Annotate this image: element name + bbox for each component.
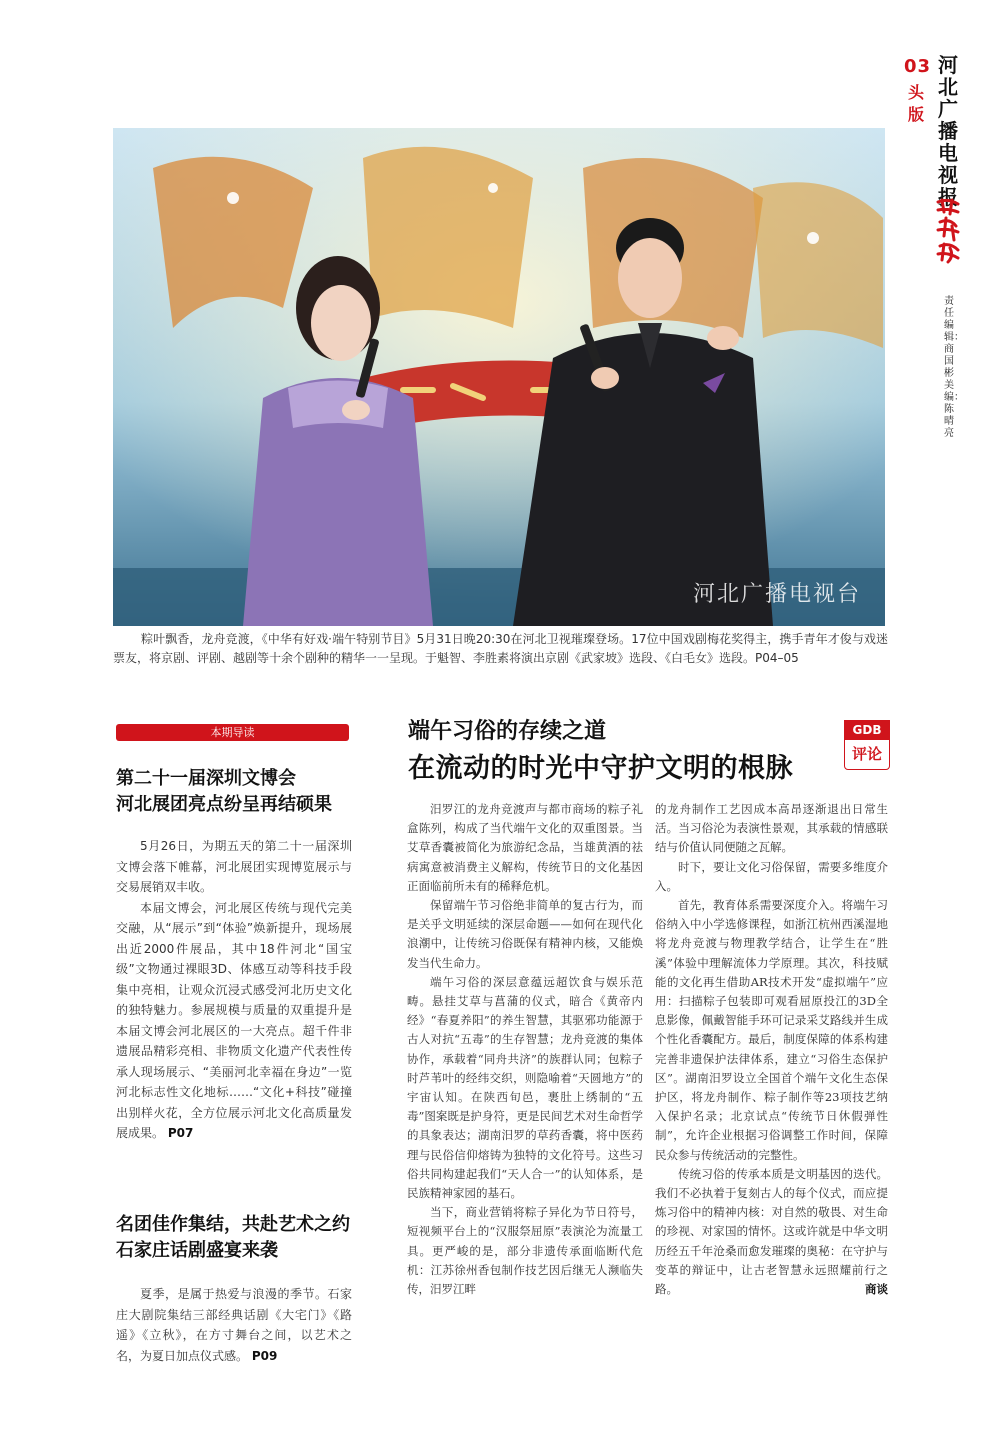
article-paragraph: 端午习俗的深层意蕴远超饮食与娱乐范畴。悬挂艾草与菖蒲的仪式，暗合《黄帝内经》“春夏养阳”的养生智慧，其驱邪功能源于古人对抗“五毒”的生存智慧；龙舟竞渡的集体协作，承载着“同舟共济”的族群认同；包粽子时芦苇叶的经纬交织，则隐喻着“天圆地方”的宇宙认知。在陕西旬邑，裹肚上绣制的“五毒”图案既是护身符，更是民间艺术对生命哲学的具象表达；湖南汨罗的草药香囊，将中医药理与民俗信仰熔铸为独特的文化符号。这些习俗共同构建起我们“天人合一”的认知体系，是民族精神家园的基石。 [407, 974, 643, 1201]
photo-caption: 粽叶飘香，龙舟竞渡，《中华有好戏·端午特别节目》5月31日晚20:30在河北卫视璀璨登场。17位中国戏剧梅花奖得主，携手青年才俊与戏迷票友，将京剧、评剧、越剧等十余个剧种的精华一一呈现。于魁智、李胜素将演出京剧《武家坡》选段、《白毛女》选段。P04–05 [113, 632, 888, 665]
guide-item-1-paragraph: 本届文博会，河北展区传统与现代完美交融，从“展示”到“体验”焕新提升，现场展出近2000件展品，其中18件河北“国宝级”文物通过裸眼3D、体感互动等科技手段集中亮相，让观众沉浸式感受河北历史文化的独特魅力。参展规模与质量的双重提升是本届文博会河北展区的一大亮点。超千件非遗展品精彩亮相、非物质文化遗产代表性传承人现场展示、“美丽河北幸福在身边”一览河北标志性文化地标……“文化+科技”碰撞出别样火花，全方位展示河北文化高质量发展成果。 P07 [116, 900, 352, 1140]
lead-photo [113, 128, 885, 626]
photo-watermark: 河北广播电视台 [692, 582, 861, 607]
badge-label: 评论 [851, 745, 882, 763]
article-column-2 [655, 800, 888, 1299]
article-paragraph: 当下，商业营销将粽子异化为节日符号，短视频平台上的“汉服祭屈原”表演沦为流量工具。更严峻的是，部分非遗传承面临断代危机：江苏徐州香包制作技艺因后继无人濒临失传，汨罗江畔 [407, 1205, 643, 1297]
article-paragraph: 时下，要让文化习俗保留，需要多维度介入。 [655, 859, 888, 893]
article-paragraph: 的龙舟制作工艺因成本高昂逐渐退出日常生活。当习俗沦为表演性景观，其承载的情感联结与价值认同便随之瓦解。 [655, 802, 888, 855]
guide-item-1-headline-line2: 河北展团亮点纷呈再结硕果 [116, 794, 332, 815]
page-label: 头版 [908, 83, 925, 124]
article-byline: 商谈 [865, 1282, 888, 1297]
guide-item-1-paragraph: 5月26日，为期五天的第二十一届深圳文博会落下帷幕，河北展团实现博览展示与交易展销双丰收。 [116, 839, 352, 894]
guide-item-2-headline-line1: 名团佳作集结，共赴艺术之约 [116, 1214, 350, 1235]
guide-item-2-paragraph: 夏季，是属于热爱与浪漫的季节。石家庄大剧院集结三部经典话剧《大宅门》《路遥》《立秋》，在方寸舞台之间，以艺术之名，为夏日加点仪式感。 P09 [116, 1287, 352, 1363]
calligraphy-seal-logo [934, 196, 962, 266]
article-paragraph: 汨罗江的龙舟竞渡声与都市商场的粽子礼盒陈列，构成了当代端午文化的双重图景。当艾草香囊被简化为旅游纪念品，当雄黄酒的祛病寓意被消费主义解构，传统节日的文化基因正面临前所未有的稀释危机。 [407, 802, 643, 893]
guide-item-1-headline[interactable] [116, 766, 356, 818]
guide-item-2-headline[interactable] [116, 1212, 356, 1264]
article-paragraph: 保留端午节习俗绝非简单的复古行为，而是关乎文明延续的深层命题——如何在现代化浪潮中，让传统习俗既保有精神内核，又能焕发当代生命力。 [407, 898, 643, 970]
article-paragraph: 传统习俗的传承本质是文明基因的迭代。我们不必执着于复刻古人的每个仪式，而应提炼习俗中的精神内核：对自然的敬畏、对生命的珍视、对家国的情怀。这或许就是中华文明历经五千年沧桑而愈发璀璨的奥秘：在守护与变革的辩证中，让古老智慧永远照耀前行之路。 商谈 [655, 1165, 888, 1299]
guide-section-label: 本期导读 [116, 724, 349, 741]
commentary-badge [844, 720, 890, 770]
guide-item-2-page-ref[interactable]: P09 [251, 1348, 278, 1363]
guide-item-1-page-ref[interactable]: P07 [167, 1126, 194, 1140]
guide-item-2-headline-line2: 石家庄话剧盛宴来袭 [116, 1240, 278, 1261]
article-column-1 [407, 800, 643, 1299]
article-title-line2: 在流动的时光中守护文明的根脉 [408, 753, 793, 784]
guide-item-1-headline-line1: 第二十一届深圳文博会 [116, 768, 296, 789]
badge-brand: GDB [844, 720, 890, 740]
guide-item-1-body [116, 836, 352, 1144]
editors-credit: 责任编辑：商国彬 美编：陈晴亮 [944, 296, 964, 439]
guide-item-2-body [116, 1284, 352, 1366]
article-paragraph: 首先，教育体系需要深度介入。将端午习俗纳入中小学选修课程，如浙江杭州西溪湿地将龙舟竞渡与物理教学结合，让学生在“胜溪”体验中理解流体力学原理。其次，科技赋能的文化再生借助AR技术开发“虚拟端午”应用：扫描粽子包装即可观看屈原投江的3D全息影像，佩戴智能手环可记录采艾路线并生成个性化香囊配方。最后，制度保障的体系构建完善非遗保护法律体系，建立“习俗生态保护区”。湖南汨罗设立全国首个端午文化生态保护区，将龙舟制作、粽子制作等23项技艺纳入保护名录；北京试点“传统节日休假弹性制”，允许企业根据习俗调整工作时间，保障民众参与传统活动的完整性。 [655, 898, 888, 1162]
newspaper-name: 河北广播电视报 [938, 53, 958, 209]
stage-photo-illustration [113, 128, 885, 626]
article-title-line1: 端午习俗的存续之道 [408, 718, 607, 744]
page-number: 03 [904, 56, 932, 77]
